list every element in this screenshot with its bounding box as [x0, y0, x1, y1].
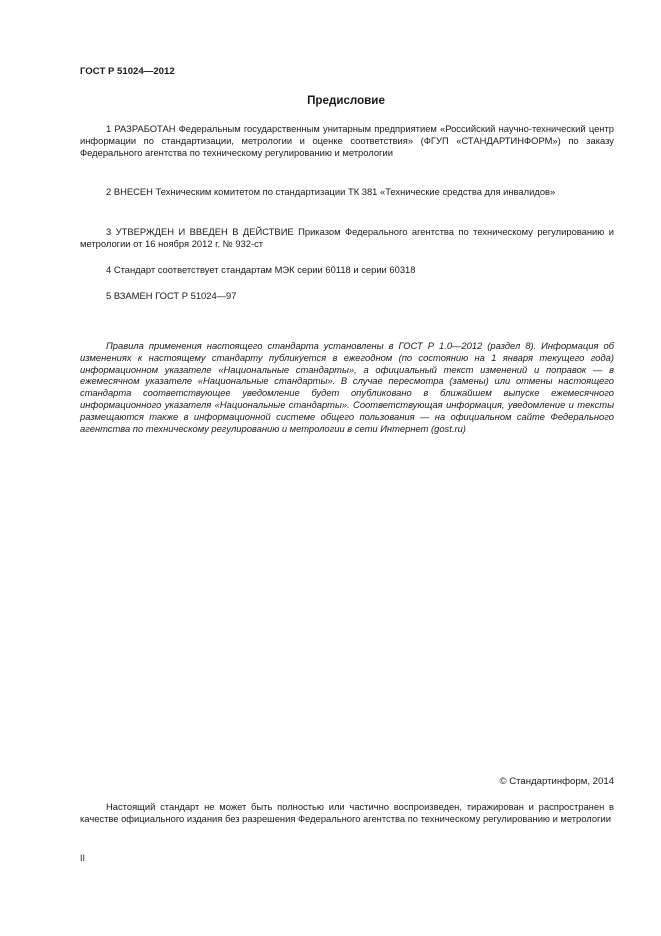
document-code: ГОСТ Р 51024—2012	[80, 66, 175, 77]
rules-notice: Правила применения настоящего стандарта установлены в ГОСТ Р 1.0—2012 (раздел 8). Информация об изменениях к настоящему стандарту публикуется в ежегодном (по состоянию на 1 января текущего года) информационном указателе «Национальные стандарты», а официальный текст изменений и поправок — в ежемесячном указателе «Национальные стандарты». В случае пересмотра (замены) или отмены настоящего стандарта соответствующее уведомление будет опубликовано в ближайшем выпуске ежемесячного информационного указателя «Национальные стандарты». Соответствующая информация, уведомление и тексты размещаются также в информационной системе общего пользования — на официальном сайте Федерального агентства по техническому регулированию и метрологии в сети Интернет (gost.ru)	[80, 340, 614, 434]
page-number: II	[80, 853, 86, 863]
copyright: © Стандартинформ, 2014	[499, 776, 614, 787]
preface-title: Предисловие	[307, 94, 385, 107]
preface-item-5: 5 ВЗАМЕН ГОСТ Р 51024—97	[106, 290, 237, 301]
preface-item-1: 1 РАЗРАБОТАН Федеральным государственным унитарным предприятием «Российский научно-технический центр информации по стандартизации, метрологии и оценке соответствия» (ФГУП «СТАНДАРТИНФОРМ») по заказу Федерального агентства по техническому регулированию и метрологии	[80, 123, 614, 158]
preface-item-4: 4 Стандарт соответствует стандартам МЭК серии 60118 и серии 60318	[106, 264, 416, 275]
legal-notice: Настоящий стандарт не может быть полностью или частично воспроизведен, тиражирован и распространен в качестве официального издания без разрешения Федерального агентства по техническому регулированию и метрологии	[80, 801, 614, 824]
preface-item-2: 2 ВНЕСЕН Техническим комитетом по стандартизации ТК 381 «Технические средства для инвалидов»	[106, 186, 556, 197]
preface-item-3: 3 УТВЕРЖДЕН И ВВЕДЕН В ДЕЙСТВИЕ Приказом Федерального агентства по техническому регулированию и метрологии от 16 ноября 2012 г. № 932-ст	[80, 226, 614, 249]
